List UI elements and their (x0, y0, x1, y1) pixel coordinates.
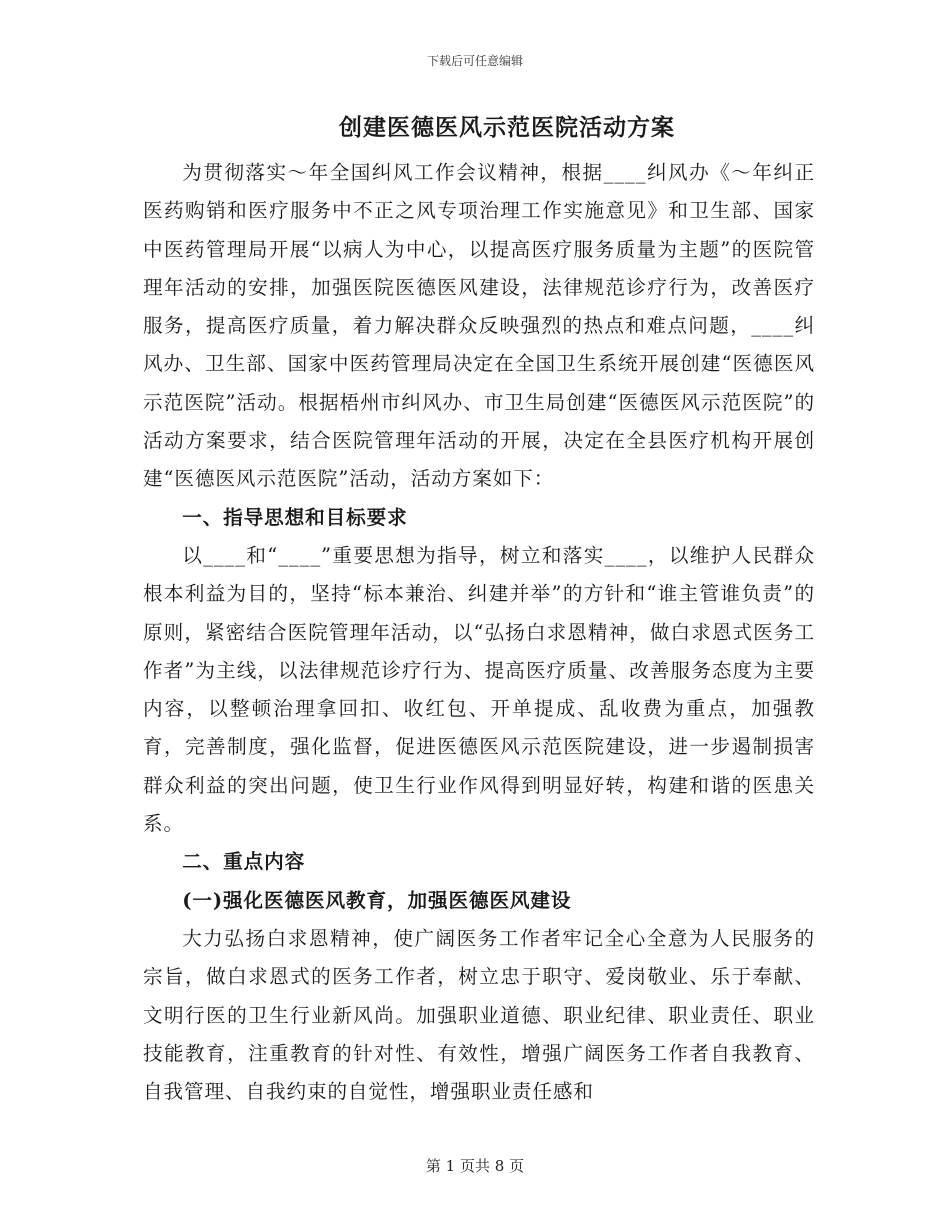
subsection-1-heading: (一)强化医德医风教育，加强医德医风建设 (182, 888, 572, 912)
document-body (143, 108, 815, 1111)
page-header-note: 下载后可任意编辑 (426, 54, 523, 68)
document-title: 创建医德医风示范医院活动方案 (339, 114, 675, 141)
section-1-paragraph: 以____和“____”重要思想为指导，树立和落实____，以维护人民群众根本利益为目的，坚持“标本兼治、纠建并举”的方针和“谁主管谁负责”的原则，紧密结合医院管理年活动，以“弘扬白求恩精神，做白求恩式医务工作者”为主线，以法律规范诊疗行为、提高医疗质量、改善服务态度为主要内容，以整顿治理拿回扣、收红包、开单提成、乱收费为重点，加强教育，完善制度，强化监督，促进医德医风示范医院建设，进一步遏制损害群众利益的突出问题，使卫生行业作风得到明显好转，构建和谐的医患关系。 (143, 543, 815, 836)
intro-paragraph: 为贯彻落实～年全国纠风工作会议精神，根据____纠风办《～年纠正医药购销和医疗服务中不正之风专项治理工作实施意见》和卫生部、国家中医药管理局开展“以病人为中心，以提高医疗服务质量为主题”的医院管理年活动的安排，加强医院医德医风建设，法律规范诊疗行为，改善医疗服务，提高医疗质量，着力解决群众反映强烈的热点和难点问题，____纠风办、卫生部、国家中医药管理局决定在全国卫生系统开展创建“医德医风示范医院”活动。根据梧州市纠风办、市卫生局创建“医德医风示范医院”的活动方案要求，结合医院管理年活动的开展，决定在全县医疗机构开展创建“医德医风示范医院”活动，活动方案如下： (143, 161, 815, 491)
section-1-heading: 一、指导思想和目标要求 (182, 505, 408, 529)
page-number: 第 1 页共 8 页 (425, 1157, 525, 1175)
subsection-1-paragraph: 大力弘扬白求恩精神，使广阔医务工作者牢记全心全意为人民服务的宗旨，做白求恩式的医务工作者，树立忠于职守、爱岗敬业、乐于奉献、文明行医的卫生行业新风尚。加强职业道德、职业纪律、职业责任、职业技能教育，注重教育的针对性、有效性，增强广阔医务工作者自我教育、自我管理、自我约束的自觉性，增强职业责任感和 (143, 926, 815, 1104)
section-2-heading: 二、重点内容 (182, 850, 306, 874)
